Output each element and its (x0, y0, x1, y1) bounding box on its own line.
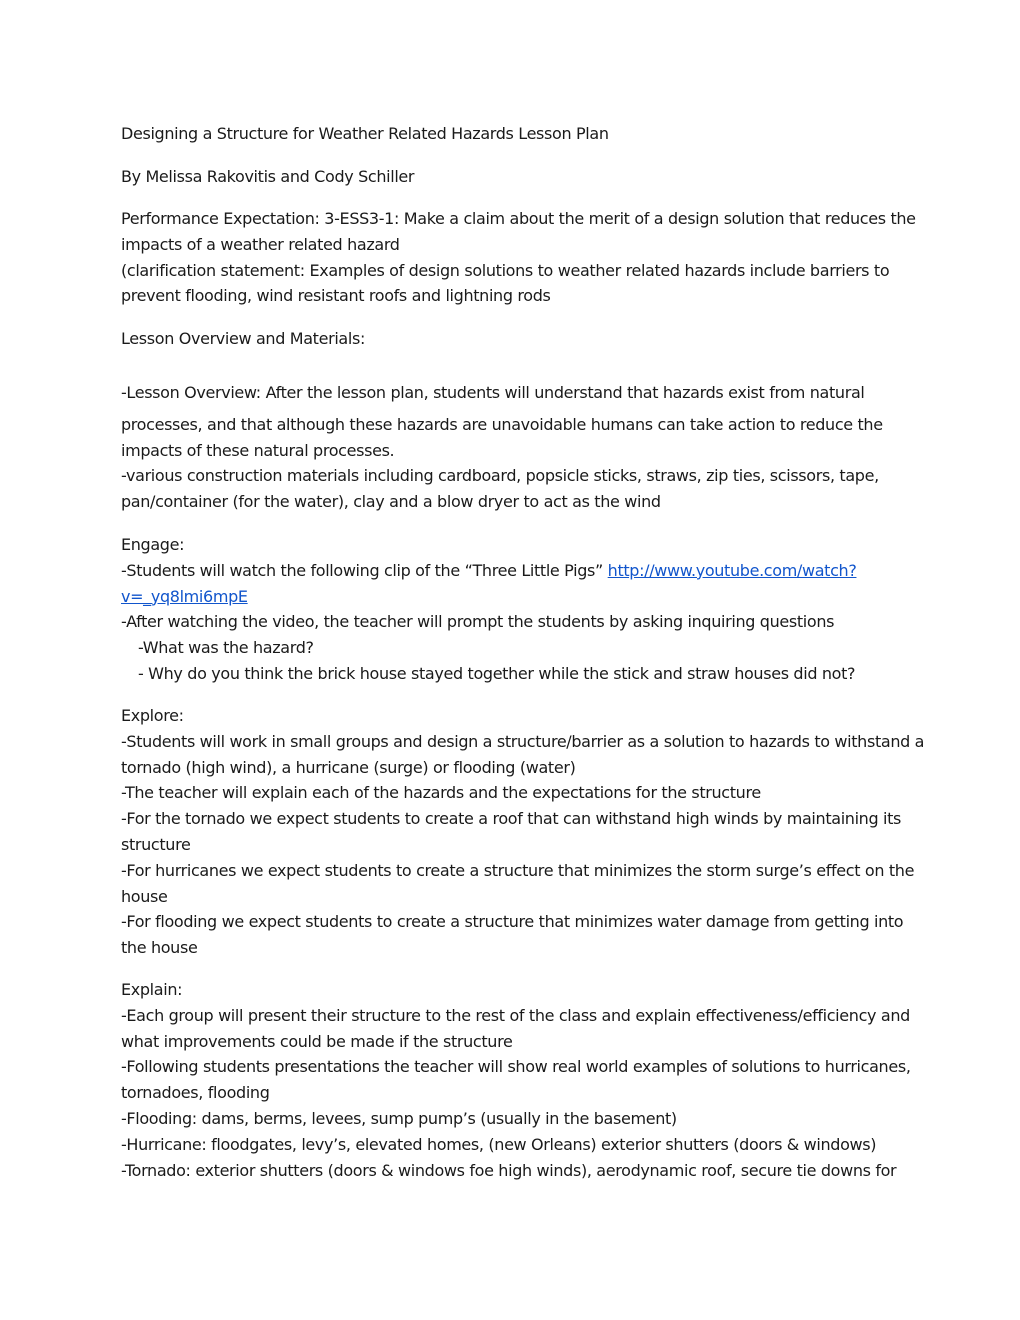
overview-line: -Lesson Overview: After the lesson plan, students will understand that hazards exist from natural (121, 383, 865, 402)
materials-line: -various construction materials including cardboard, popsicle sticks, straws, zip ties, scissors, tape, (121, 466, 879, 486)
explain-section (121, 977, 911, 1183)
explain-line: -Each group will present their structure to the rest of the class and explain effectiveness/efficiency and (121, 1005, 910, 1025)
explain-line: -Tornado: exterior shutters (doors & windows foe high winds), aerodynamic roof, secure tie downs for (121, 1160, 897, 1180)
explore-heading: Explore: (121, 706, 184, 725)
engage-line (121, 558, 856, 584)
engage-question: -What was the hazard? (138, 638, 314, 658)
explore-line: -The teacher will explain each of the hazards and the expectations for the structure (121, 783, 761, 803)
document-title: Designing a Structure for Weather Related Hazards Lesson Plan (121, 124, 609, 143)
explore-line: the house (121, 938, 198, 958)
overview-line: processes, and that although these hazards are unavoidable humans can take action to reduce the (121, 414, 883, 434)
clarification-statement-line: prevent flooding, wind resistant roofs and lightning rods (121, 286, 551, 306)
explore-section (121, 703, 924, 961)
explore-line: house (121, 886, 168, 906)
explain-line: -Following students presentations the teacher will show real world examples of solutions to hurricanes, (121, 1057, 911, 1077)
explain-line: what improvements could be made if the structure (121, 1031, 513, 1051)
explain-heading: Explain: (121, 980, 183, 999)
explore-line: -For hurricanes we expect students to create a structure that minimizes the storm surge’s effect on the (121, 860, 915, 880)
engage-question: - Why do you think the brick house stayed together while the stick and straw houses did not? (138, 663, 856, 683)
explore-line: -For flooding we expect students to create a structure that minimizes water damage from getting into (121, 912, 904, 932)
clarification-statement-line: (clarification statement: Examples of design solutions to weather related hazards include barriers to (121, 260, 890, 280)
engage-line: -After watching the video, the teacher will prompt the students by asking inquiring questions (121, 612, 835, 632)
performance-expectation-line: impacts of a weather related hazard (121, 234, 400, 254)
explain-line: tornadoes, flooding (121, 1083, 270, 1103)
authors-line: By Melissa Rakovitis and Cody Schiller (121, 167, 415, 186)
overview-heading: Lesson Overview and Materials: (121, 329, 365, 348)
engage-line (121, 584, 856, 610)
explore-line: tornado (high wind), a hurricane (surge) or flooding (water) (121, 757, 576, 777)
materials-line: pan/container (for the water), clay and a blow dryer to act as the wind (121, 492, 661, 512)
youtube-link-continued[interactable]: v=_yq8lmi6mpE (121, 586, 248, 606)
explore-line: -For the tornado we expect students to create a roof that can withstand high winds by maintaining its (121, 809, 902, 829)
lesson-overview-section (121, 380, 883, 515)
engage-line-text: -Students will watch the following clip of the “Three Little Pigs” (121, 560, 608, 580)
explore-line: structure (121, 834, 191, 854)
performance-expectation-line: Performance Expectation: 3-ESS3-1: Make a claim about the merit of a design solution that reduces the (121, 209, 916, 228)
engage-section (121, 532, 856, 687)
performance-expectation (121, 206, 916, 309)
explore-line: -Students will work in small groups and design a structure/barrier as a solution to hazards to withstand a (121, 731, 925, 751)
explain-line: -Hurricane: floodgates, levy’s, elevated homes, (new Orleans) exterior shutters (doors & windows) (121, 1134, 877, 1154)
explain-line: -Flooding: dams, berms, levees, sump pump’s (usually in the basement) (121, 1108, 677, 1128)
youtube-link[interactable]: http://www.youtube.com/watch? (607, 560, 857, 580)
engage-heading: Engage: (121, 535, 185, 554)
overview-line: impacts of these natural processes. (121, 440, 395, 460)
